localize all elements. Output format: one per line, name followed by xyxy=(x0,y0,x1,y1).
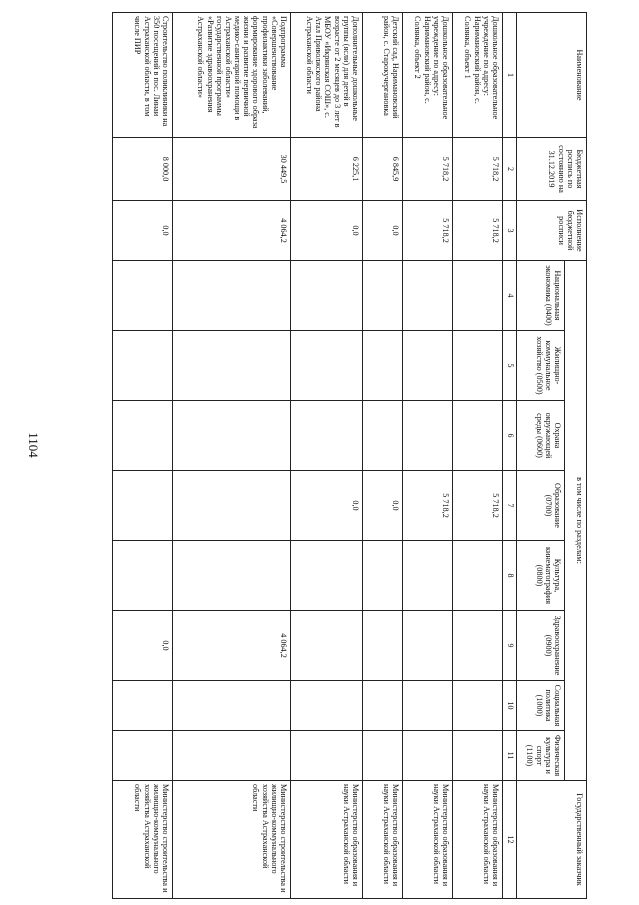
column-number: 8 xyxy=(503,541,517,611)
header-budget: Бюджетная роспись по состоянию на 31.12.2019 xyxy=(517,138,587,201)
column-number: 6 xyxy=(503,401,517,471)
row-section-1000 xyxy=(113,681,173,731)
row-section-0600 xyxy=(113,401,173,471)
column-number: 4 xyxy=(503,261,517,331)
page-number: 1104 xyxy=(25,432,41,458)
row-section-0400 xyxy=(363,261,403,331)
table-row xyxy=(113,13,173,899)
row-execution: 0,0 xyxy=(363,201,403,261)
row-section-1000 xyxy=(453,681,503,731)
row-section-0900: 4 064,2 xyxy=(173,611,291,681)
row-section-1100 xyxy=(403,731,453,781)
row-name: Дошкольное образовательное учреждение по адресу: Наримановский район, с. Солянка, объект 2 xyxy=(403,13,453,138)
row-section-1000 xyxy=(403,681,453,731)
row-budget: 30 449,5 xyxy=(173,138,291,201)
header-section-0400: Национальная экономика (0400) xyxy=(517,261,565,331)
row-section-0900 xyxy=(363,611,403,681)
row-budget: 6 845,9 xyxy=(363,138,403,201)
row-section-0400 xyxy=(403,261,453,331)
header-section-0800: Культура, кинематография (0800) xyxy=(517,541,565,611)
row-section-0600 xyxy=(173,401,291,471)
header-execution: Исполнение бюджетной росписи xyxy=(517,201,587,261)
header-name: Наименование xyxy=(517,13,587,138)
row-section-0900: 0,0 xyxy=(113,611,173,681)
column-number: 1 xyxy=(503,13,517,138)
row-section-0800 xyxy=(453,541,503,611)
column-number: 2 xyxy=(503,138,517,201)
row-name: Строительство поликлиники на 350 посещений в пос. Линаи Астраханской области, в том числе ПИР xyxy=(113,13,173,138)
row-customer: Министерство образования и науки Астраханской области xyxy=(291,781,363,899)
row-customer: Министерство строительства и жилищно-коммунального хозяйства Астраханской области xyxy=(173,781,291,899)
table-row xyxy=(173,13,291,899)
row-budget: 5 718,2 xyxy=(453,138,503,201)
table-row xyxy=(363,13,403,899)
row-budget: 5 718,2 xyxy=(403,138,453,201)
row-section-0600 xyxy=(403,401,453,471)
row-budget: 6 225,1 xyxy=(291,138,363,201)
row-section-0700 xyxy=(113,471,173,541)
row-section-0500 xyxy=(363,331,403,401)
row-execution: 0,0 xyxy=(291,201,363,261)
row-name: Дополнительные дошкольные группы (ясли) для детей в возрасте от 2 месяцев до 3 лет в МБОУ «Икрянская СОШ», с. Атал Приволжского района Астраханской области xyxy=(291,13,363,138)
header-section-0700: Образование (0700) xyxy=(517,471,565,541)
row-section-0700: 0,0 xyxy=(363,471,403,541)
row-customer: Министерство строительства и жилищно-коммунального хозяйства Астраханской области xyxy=(113,781,173,899)
row-section-0900 xyxy=(403,611,453,681)
row-section-0700: 0,0 xyxy=(291,471,363,541)
row-customer: Министерство образования и науки Астраханской области xyxy=(453,781,503,899)
row-execution: 0,0 xyxy=(113,201,173,261)
column-number: 7 xyxy=(503,471,517,541)
column-number: 12 xyxy=(503,781,517,899)
rotated-page xyxy=(68,12,587,898)
row-section-0900 xyxy=(291,611,363,681)
row-customer: Министерство образования и науки Астраханской области xyxy=(403,781,453,899)
row-section-0800 xyxy=(113,541,173,611)
header-section-1100: Физическая культура и спорт (1100) xyxy=(517,731,565,781)
row-section-1100 xyxy=(453,731,503,781)
row-section-0400 xyxy=(453,261,503,331)
row-section-0800 xyxy=(173,541,291,611)
row-execution: 4 064,2 xyxy=(173,201,291,261)
row-budget: 8 000,0 xyxy=(113,138,173,201)
row-section-0500 xyxy=(173,331,291,401)
row-section-1100 xyxy=(363,731,403,781)
header-by-sections: в том числе по разделам: xyxy=(565,261,587,781)
table-row xyxy=(291,13,363,899)
column-number: 11 xyxy=(503,731,517,781)
column-number: 9 xyxy=(503,611,517,681)
row-section-0400 xyxy=(113,261,173,331)
row-customer: Министерство образования и науки Астраханской области xyxy=(363,781,403,899)
row-name: Дошкольное образовательное учреждение по адресу: Наримановский район, с. Солянка, объект 1 xyxy=(453,13,503,138)
row-name: Подпрограмма «Совершенствование профилактики заболеваний, формирование здорового образа жизни и развитие первичной медико-санитарной помощи в Астраханской области» государственной программы «Развитие здравоохранения Астраханской области» xyxy=(173,13,291,138)
row-section-0500 xyxy=(113,331,173,401)
row-section-0500 xyxy=(403,331,453,401)
row-section-0600 xyxy=(453,401,503,471)
header-section-0900: Здравоохранение (0900) xyxy=(517,611,565,681)
column-number: 5 xyxy=(503,331,517,401)
row-section-0600 xyxy=(363,401,403,471)
row-section-0700: 5 718,2 xyxy=(403,471,453,541)
row-section-1000 xyxy=(363,681,403,731)
row-section-0800 xyxy=(403,541,453,611)
row-section-0900 xyxy=(453,611,503,681)
row-section-1100 xyxy=(113,731,173,781)
row-section-0400 xyxy=(173,261,291,331)
header-section-1000: Социальная политика (1000) xyxy=(517,681,565,731)
column-number: 3 xyxy=(503,201,517,261)
row-section-0400 xyxy=(291,261,363,331)
row-section-0500 xyxy=(453,331,503,401)
column-number: 10 xyxy=(503,681,517,731)
row-execution: 5 718,2 xyxy=(453,201,503,261)
row-section-0800 xyxy=(363,541,403,611)
row-section-0500 xyxy=(291,331,363,401)
row-execution: 5 718,2 xyxy=(403,201,453,261)
row-section-0700 xyxy=(173,471,291,541)
row-section-0700: 5 718,2 xyxy=(453,471,503,541)
row-section-0800 xyxy=(291,541,363,611)
row-section-1100 xyxy=(291,731,363,781)
header-section-0600: Охрана окружающей среды (0600) xyxy=(517,401,565,471)
row-section-0600 xyxy=(291,401,363,471)
budget-table xyxy=(112,12,587,899)
row-section-1000 xyxy=(173,681,291,731)
header-section-0500: Жилищно-коммунальное хозяйство (0500) xyxy=(517,331,565,401)
row-section-1100 xyxy=(173,731,291,781)
row-section-1000 xyxy=(291,681,363,731)
header-customer: Государственный заказчик xyxy=(517,781,587,899)
row-name: Детский сад, Наримановский район, с. Старокучергановка xyxy=(363,13,403,138)
table-row xyxy=(403,13,453,899)
table-row xyxy=(453,13,503,899)
